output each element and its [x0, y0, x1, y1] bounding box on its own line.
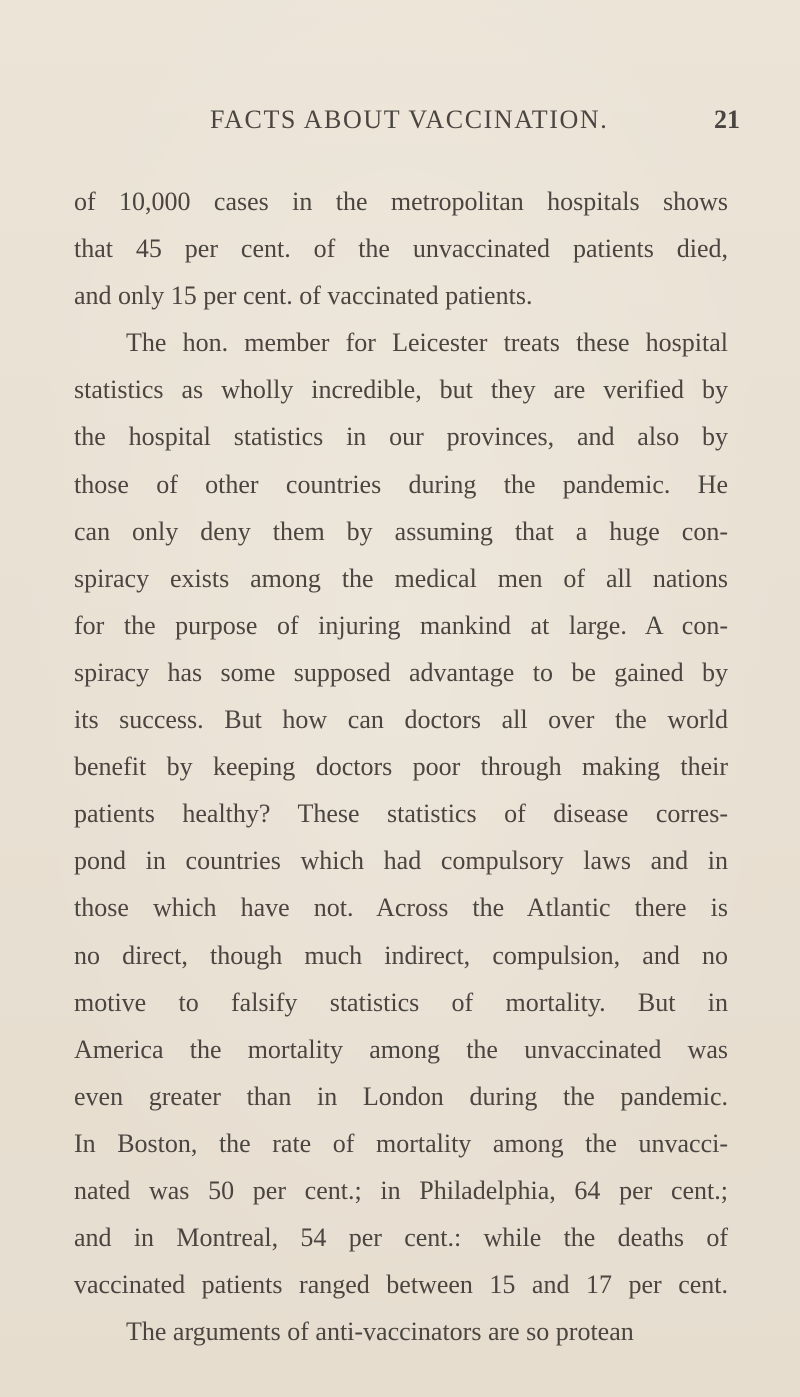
- text-line: In Boston, the rate of mortality among the unvacci-: [74, 1128, 728, 1158]
- running-title: FACTS ABOUT VACCINATION.: [210, 105, 609, 134]
- text-line: spiracy exists among the medical men of all nations: [74, 563, 728, 593]
- body-text: [74, 178, 728, 1355]
- text-line: its success. But how can doctors all over the world: [74, 705, 728, 735]
- text-line: for the purpose of injuring mankind at large. A con-: [74, 610, 728, 640]
- text-line: pond in countries which had compulsory laws and in: [74, 846, 728, 876]
- text-line: that 45 per cent. of the unvaccinated patients died,: [74, 234, 728, 264]
- text-line: nated was 50 per cent.; in Philadelphia, 64 per cent.;: [74, 1175, 728, 1205]
- page-number: 21: [714, 105, 740, 134]
- text-line: the hospital statistics in our provinces, and also by: [74, 422, 728, 452]
- text-line: and in Montreal, 54 per cent.: while the deaths of: [74, 1223, 728, 1253]
- text-line: can only deny them by assuming that a huge con-: [74, 516, 728, 546]
- text-line: patients healthy? These statistics of disease corres-: [74, 799, 728, 829]
- text-line: benefit by keeping doctors poor through making their: [74, 752, 728, 782]
- text-line: The hon. member for Leicester treats these hospital: [126, 328, 728, 358]
- text-line: those which have not. Across the Atlantic there is: [74, 893, 728, 923]
- text-line: no direct, though much indirect, compulsion, and no: [74, 940, 728, 970]
- running-head: [210, 105, 740, 145]
- text-line: America the mortality among the unvaccinated was: [74, 1034, 728, 1064]
- text-line: and only 15 per cent. of vaccinated patients.: [74, 281, 533, 311]
- text-line: vaccinated patients ranged between 15 and 17 per cent.: [74, 1270, 728, 1300]
- text-line: spiracy has some supposed advantage to be gained by: [74, 657, 728, 687]
- text-line: motive to falsify statistics of mortality. But in: [74, 987, 728, 1017]
- text-line: The arguments of anti-vaccinators are so protean: [126, 1317, 634, 1347]
- text-line: those of other countries during the pandemic. He: [74, 469, 728, 499]
- text-line: even greater than in London during the pandemic.: [74, 1081, 728, 1111]
- text-line: of 10,000 cases in the metropolitan hospitals shows: [74, 187, 728, 216]
- text-line: statistics as wholly incredible, but they are verified by: [74, 375, 728, 405]
